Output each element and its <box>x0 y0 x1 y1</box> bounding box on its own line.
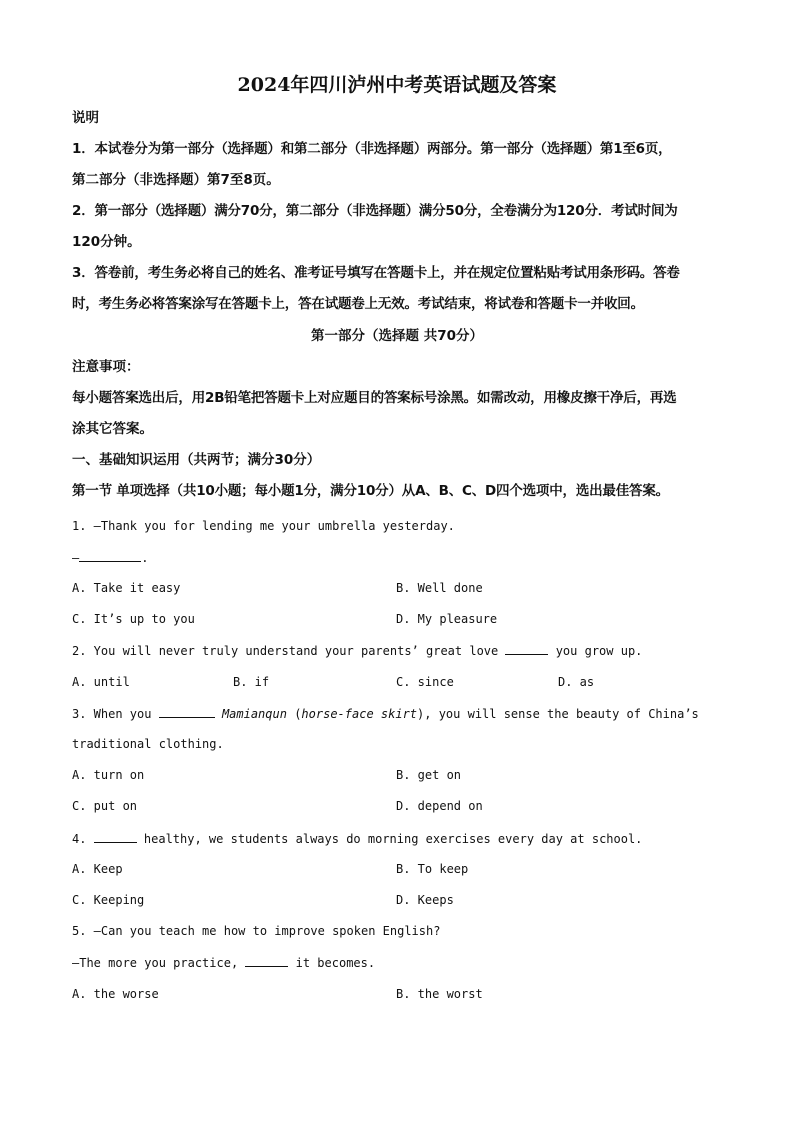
question-3-stem-line-2: traditional clothing. <box>72 737 224 751</box>
question-1-stem: 1. —Thank you for lending me your umbrella yesterday. <box>72 519 455 533</box>
question-1-option-c: C. It’s up to you <box>72 612 195 626</box>
question-4-option-a: A. Keep <box>72 862 123 876</box>
question-3-option-d: D. depend on <box>396 799 483 813</box>
section-1-heading: 一、基础知识运用（共两节；满分30分） <box>72 452 321 468</box>
question-2-stem <box>72 642 642 659</box>
term-gloss: horse-face skirt <box>301 707 418 721</box>
question-5-option-a: A. the worse <box>72 987 159 1001</box>
attention-heading: 注意事项： <box>72 359 140 375</box>
answer-blank <box>245 954 288 967</box>
subsection-1-heading: 第一节 单项选择（共10小题；每小题1分，满分10分）从A、B、C、D四个选项中，选出最佳答案。 <box>72 483 669 499</box>
notes-heading: 说明 <box>72 110 99 126</box>
note-1-line-1: 1．本试卷分为第一部分（选择题）和第二部分（非选择题）两部分。第一部分（选择题）第1至6页， <box>72 141 672 157</box>
attention-line-1: 每小题答案选出后，用2B铅笔把答题卡上对应题目的答案标号涂黑。如需改动，用橡皮擦干净后，再选 <box>72 390 677 406</box>
question-4-option-b: B. To keep <box>396 862 469 876</box>
question-5-stem: 5. —Can you teach me how to improve spoken English? <box>72 924 441 938</box>
stem-before: 4. <box>72 832 94 846</box>
note-2-line-2: 120分钟。 <box>72 234 141 250</box>
reply-dash: — <box>72 551 80 565</box>
stem-after: healthy, we students always do morning exercises every day at school. <box>136 832 643 846</box>
note-3-line-1: 3．答卷前，考生务必将自己的姓名、准考证号填写在答题卡上，并在规定位置粘贴考试用条形码。答卷 <box>72 265 680 281</box>
question-2-option-d: D. as <box>558 675 595 689</box>
note-2-line-1: 2．第一部分（选择题）满分70分，第二部分（非选择题）满分50分，全卷满分为120分．考试时间为 <box>72 203 678 219</box>
reply-period: . <box>141 551 149 565</box>
stem-after: you grow up. <box>548 644 643 658</box>
question-3-stem <box>72 705 699 722</box>
note-3-line-2: 时，考生务必将答案涂写在答题卡上，答在试题卷上无效。考试结束，将试卷和答题卡一并收回。 <box>72 296 644 312</box>
answer-blank <box>79 549 141 562</box>
question-1-option-d: D. My pleasure <box>396 612 498 626</box>
question-4-stem <box>72 830 642 847</box>
question-4-option-c: C. Keeping <box>72 893 145 907</box>
stem-before: 3. When you <box>72 707 159 721</box>
question-1-reply <box>72 549 148 566</box>
answer-blank <box>94 830 137 843</box>
answer-blank <box>159 705 215 718</box>
part-1-heading: 第一部分（选择题 共70分） <box>311 328 483 344</box>
question-1-option-b: B. Well done <box>396 581 483 595</box>
reply-after: it becomes. <box>288 956 376 970</box>
note-1-line-2: 第二部分（非选择题）第7至8页。 <box>72 172 280 188</box>
question-4-option-d: D. Keeps <box>396 893 454 907</box>
question-2-option-b: B. if <box>233 675 270 689</box>
question-5-option-b: B. the worst <box>396 987 483 1001</box>
paren-open: ( <box>286 707 302 721</box>
stem-after: ), you will sense the beauty of China’s <box>417 707 699 721</box>
question-5-reply <box>72 954 375 971</box>
reply-before: —The more you practice, <box>72 956 246 970</box>
stem-before: 2. You will never truly understand your parents’ great love <box>72 644 506 658</box>
question-2-option-c: C. since <box>396 675 454 689</box>
question-2-option-a: A. until <box>72 675 130 689</box>
attention-line-2: 涂其它答案。 <box>72 421 153 437</box>
term-mamianqun: Mamianqun <box>221 707 287 721</box>
question-1-option-a: A. Take it easy <box>72 581 181 595</box>
question-3-option-c: C. put on <box>72 799 138 813</box>
question-3-option-a: A. turn on <box>72 768 145 782</box>
question-3-option-b: B. get on <box>396 768 462 782</box>
answer-blank <box>505 642 548 655</box>
page-title: 2024年四川泸州中考英语试题及答案 <box>237 74 557 96</box>
